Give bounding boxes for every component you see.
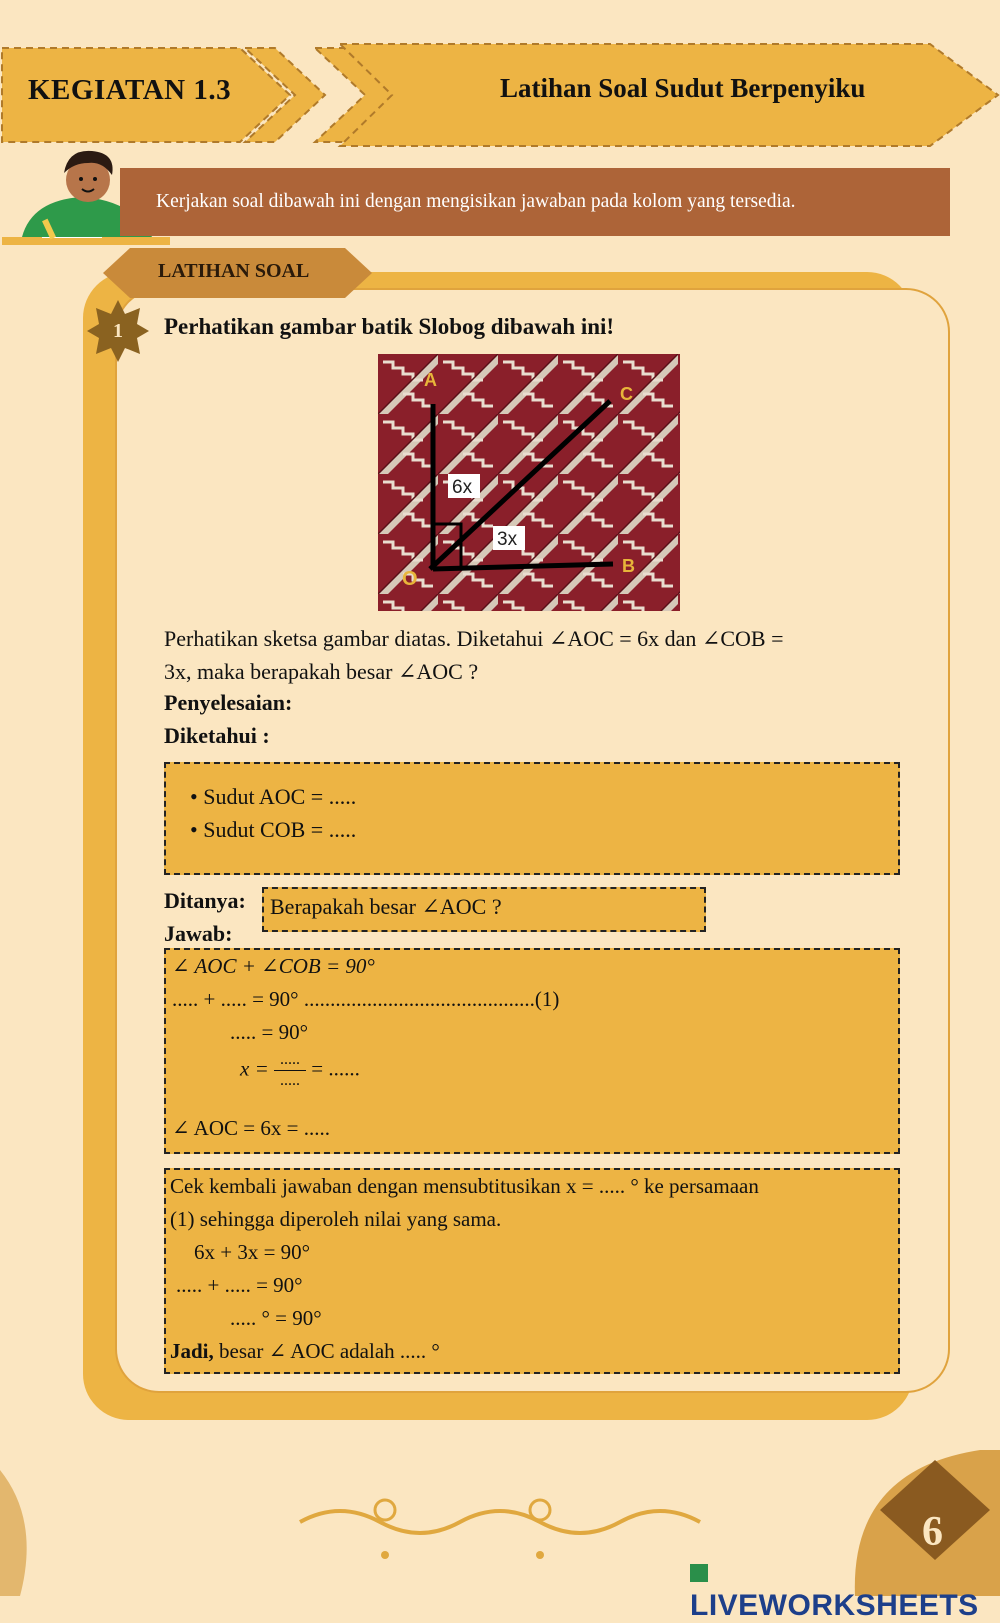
answer-box[interactable] — [164, 948, 900, 1154]
question-text — [164, 622, 902, 688]
point-b-label: B — [622, 556, 635, 576]
angle-3x-label: 3x — [497, 529, 518, 550]
check-line-4[interactable]: ..... + ..... = 90° — [176, 1273, 303, 1297]
liveworksheets-icon — [690, 1564, 708, 1582]
known-box[interactable] — [164, 762, 900, 875]
point-o-label: O — [402, 568, 418, 590]
known-item-cob[interactable]: • Sudut COB = ..... — [190, 817, 357, 842]
check-line-2: (1) sehingga diperoleh nilai yang sama. — [170, 1207, 502, 1231]
ditanya-box[interactable]: Berapakah besar ∠AOC ? — [262, 887, 706, 932]
check-conclusion[interactable]: Jadi, besar ∠ AOC adalah ..... ° — [170, 1339, 440, 1363]
angle-6x-label: 6x — [452, 477, 473, 498]
point-a-label: A — [424, 370, 437, 390]
question-text-line1: Perhatikan sketsa gambar diatas. Diketahui ∠AOC = 6x dan ∠COB = — [164, 626, 784, 651]
check-line-5[interactable]: ..... ° = 90° — [230, 1306, 322, 1330]
answer-line-2[interactable]: ..... + ..... = 90° ............................................(1) — [172, 987, 560, 1011]
liveworksheets-logo[interactable]: LIVEWORKSHEETS — [690, 1555, 1000, 1623]
known-item-aoc[interactable]: • Sudut AOC = ..... — [190, 784, 357, 809]
answer-line-4[interactable]: x = $\frac{.....}{.....}$ = ...... — [240, 1051, 360, 1089]
answer-line-1: ∠ AOC + ∠COB = 90° — [172, 954, 375, 978]
activity-title: KEGIATAN 1.3 — [28, 74, 232, 106]
instruction-banner: Kerjakan soal dibawah ini dengan mengisikan jawaban pada kolom yang tersedia. — [120, 168, 950, 236]
check-line-1[interactable]: Cek kembali jawaban dengan mensubtitusikan x = ..... ° ke persamaan — [170, 1174, 759, 1198]
question-text-line2: 3x, maka berapakah besar ∠AOC ? — [164, 659, 479, 684]
answer-line-3[interactable]: ..... = 90° — [230, 1020, 308, 1044]
question-number: 1 — [113, 320, 123, 342]
point-c-label: C — [620, 384, 633, 404]
jawab-label: Jawab: — [164, 921, 233, 946]
activity-subtitle: Latihan Soal Sudut Berpenyiku — [500, 73, 866, 103]
check-box[interactable] — [164, 1168, 900, 1374]
question-title: Perhatikan gambar batik Slobog dibawah ini! — [164, 314, 615, 339]
answer-fraction[interactable]: $\frac{.....}{.....}$ — [274, 1050, 306, 1091]
ditanya-label: Ditanya: — [164, 888, 246, 913]
page-number: 6 — [922, 1509, 943, 1555]
section-label: LATIHAN SOAL — [158, 260, 310, 282]
diketahui-heading: Diketahui : — [164, 723, 270, 748]
penyelesaian-heading: Penyelesaian: — [164, 690, 293, 715]
answer-line-5[interactable]: ∠ AOC = 6x = ..... — [172, 1116, 330, 1140]
check-line-3: 6x + 3x = 90° — [194, 1240, 311, 1264]
